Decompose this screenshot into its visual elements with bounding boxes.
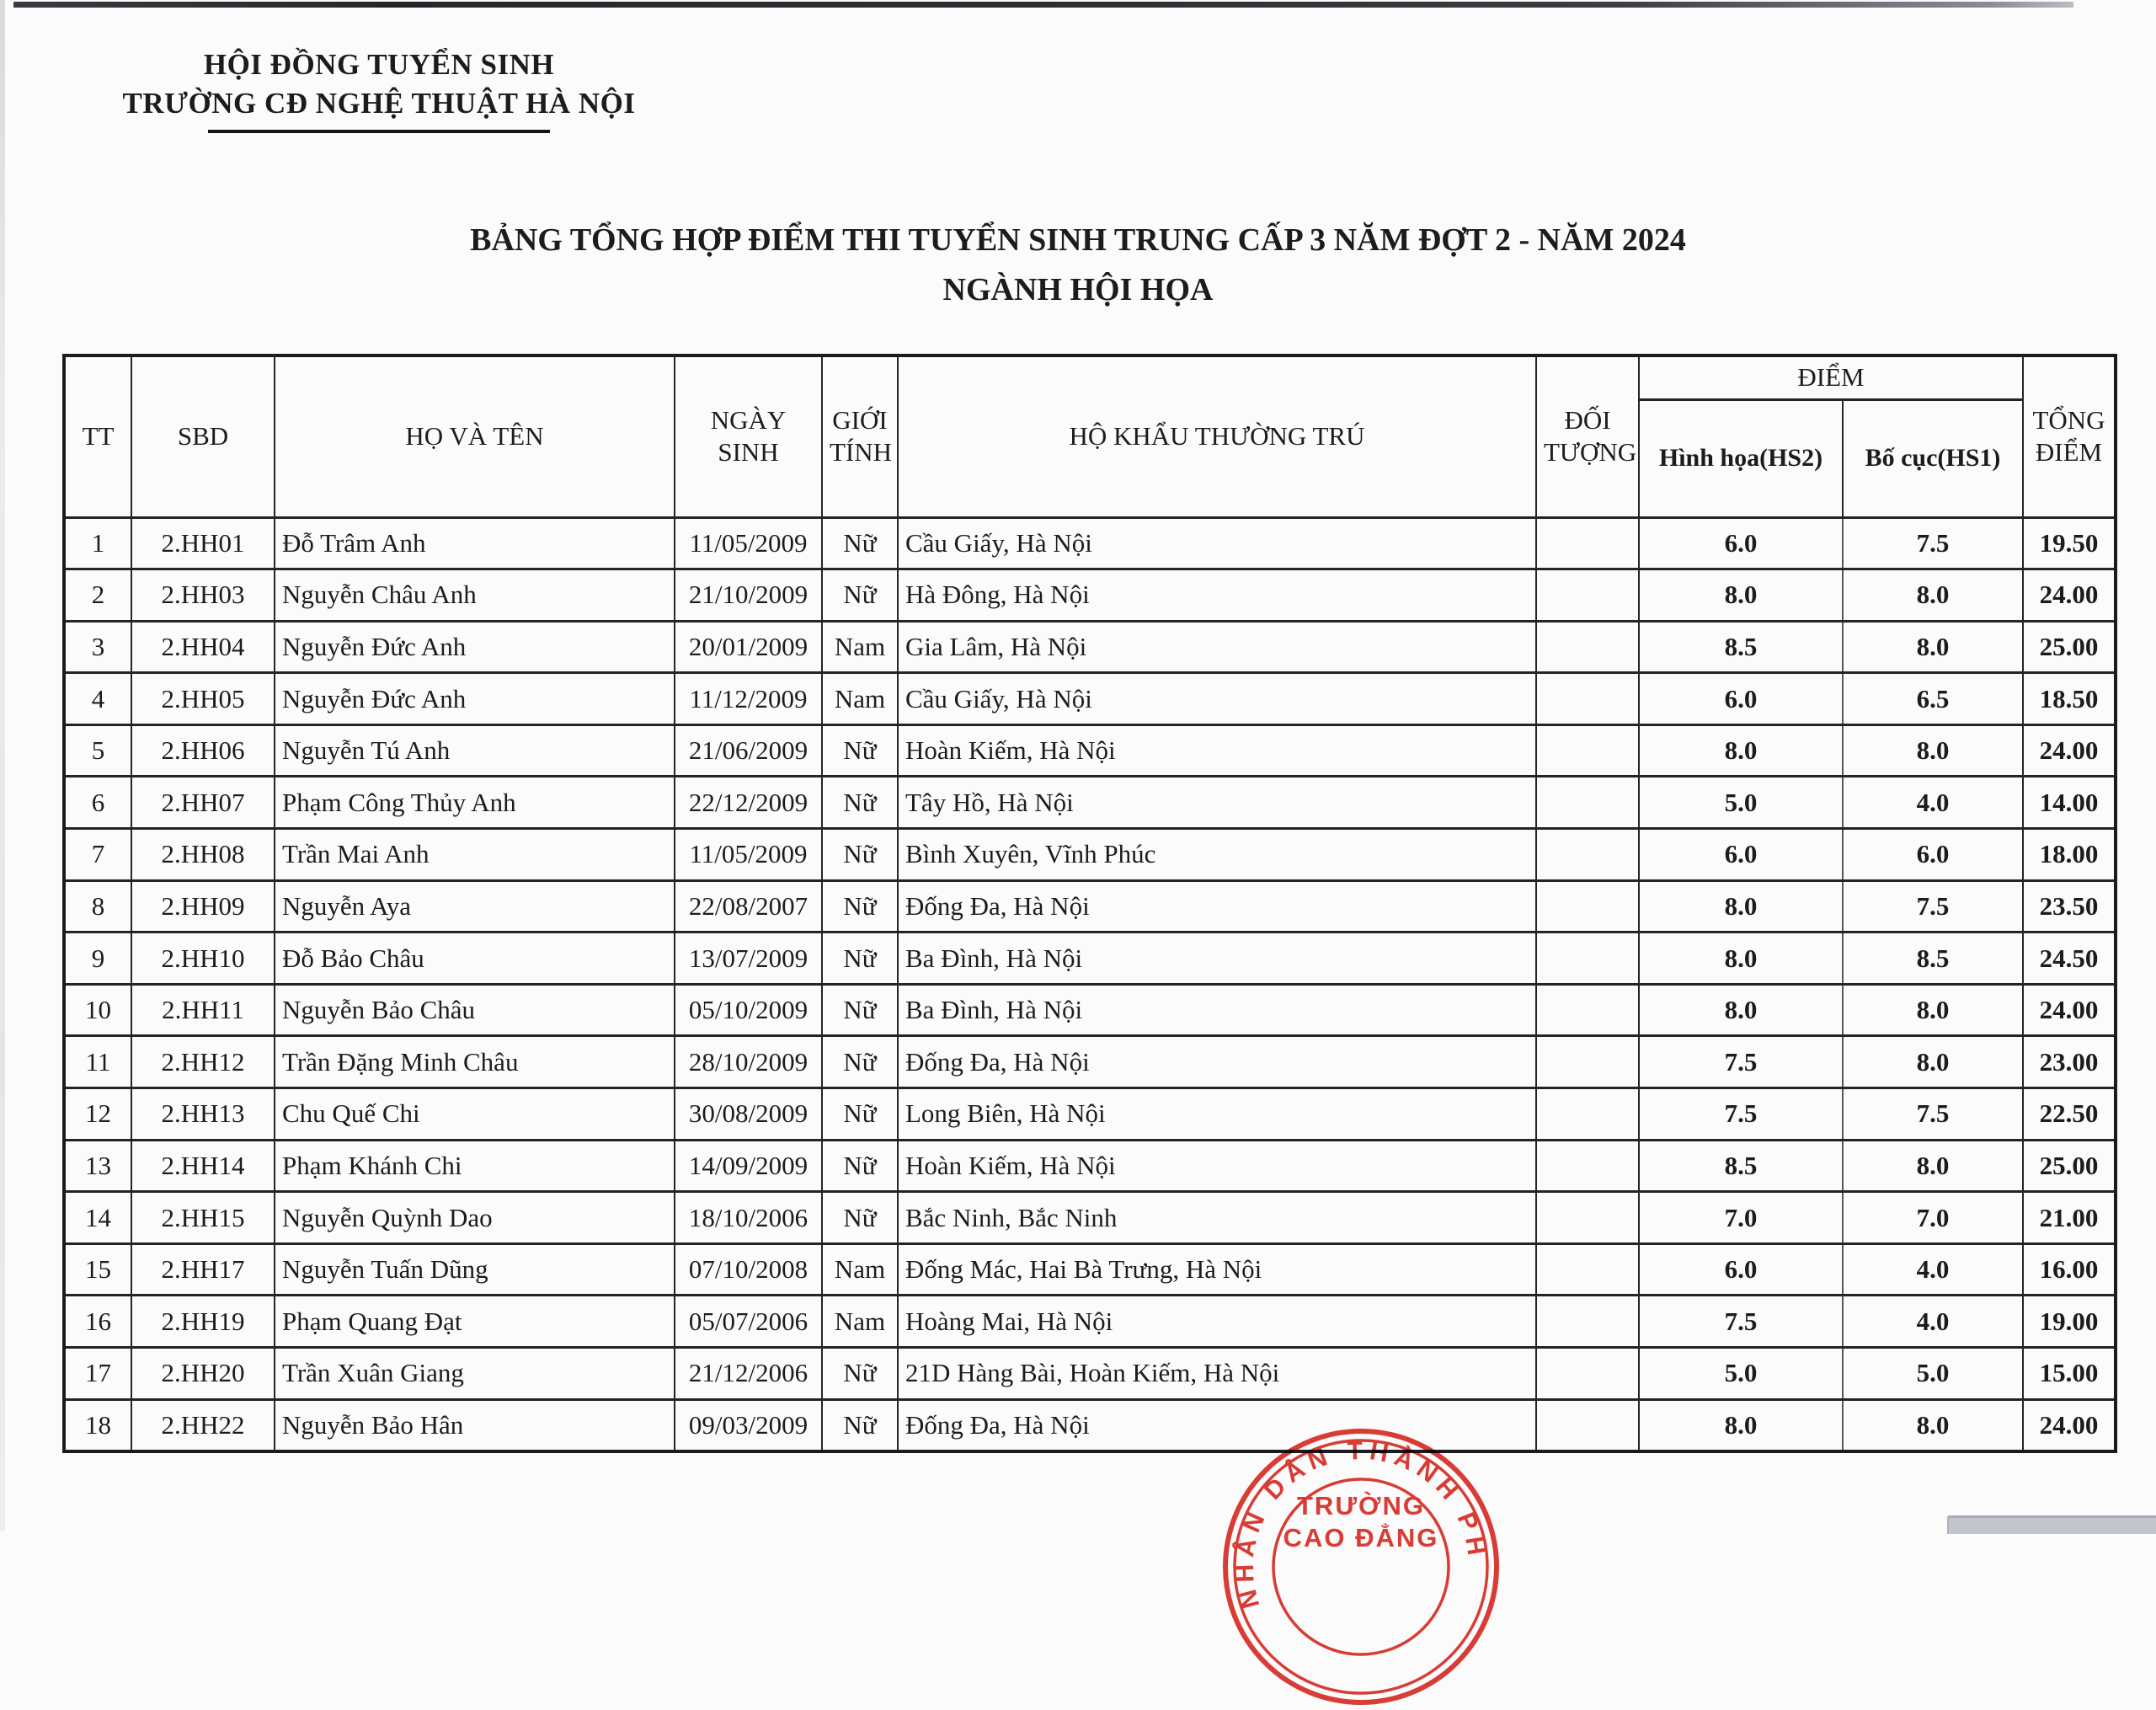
cell-score-bo-cuc: 7.5 — [1843, 517, 2023, 569]
cell-doi-tuong — [1536, 673, 1639, 725]
cell-dob: 09/03/2009 — [675, 1399, 822, 1451]
cell-score-hinh-hoa: 6.0 — [1639, 829, 1843, 881]
cell-dob: 20/01/2009 — [675, 621, 822, 673]
cell-score-hinh-hoa: 8.5 — [1639, 1140, 1843, 1192]
cell-doi-tuong — [1536, 569, 1639, 622]
cell-dob: 22/12/2009 — [675, 777, 822, 829]
cell-gender: Nữ — [822, 932, 898, 985]
cell-total-score: 25.00 — [2023, 1140, 2116, 1192]
cell-total-score: 19.00 — [2023, 1296, 2116, 1348]
table-header — [64, 355, 2116, 517]
cell-tt: 9 — [64, 932, 131, 985]
cell-name: Trần Xuân Giang — [275, 1348, 675, 1400]
org-header — [0, 45, 758, 133]
scores-table — [62, 354, 2117, 1453]
cell-score-hinh-hoa: 7.0 — [1639, 1192, 1843, 1244]
cell-score-bo-cuc: 5.0 — [1843, 1348, 2023, 1400]
cell-score-hinh-hoa: 5.0 — [1639, 1348, 1843, 1400]
table-row — [64, 1296, 2116, 1348]
cell-doi-tuong — [1536, 1399, 1639, 1451]
table-row — [64, 517, 2116, 569]
stamp-center-line2: CAO ĐẲNG — [1283, 1523, 1439, 1552]
cell-score-hinh-hoa: 6.0 — [1639, 673, 1843, 725]
cell-doi-tuong — [1536, 621, 1639, 673]
cell-address: Cầu Giấy, Hà Nội — [898, 673, 1536, 725]
table-row — [64, 1243, 2116, 1296]
table-row — [64, 1088, 2116, 1141]
cell-doi-tuong — [1536, 724, 1639, 777]
cell-gender: Nữ — [822, 1036, 898, 1088]
cell-name: Trần Đặng Minh Châu — [275, 1036, 675, 1088]
cell-gender: Nam — [822, 1243, 898, 1296]
cell-tt: 6 — [64, 777, 131, 829]
cell-tt: 5 — [64, 724, 131, 777]
cell-doi-tuong — [1536, 829, 1639, 881]
header-cell-address: HỘ KHẨU THƯỜNG TRÚ — [898, 355, 1536, 517]
cell-address: Ba Đình, Hà Nội — [898, 984, 1536, 1036]
table-row — [64, 829, 2116, 881]
cell-tt: 15 — [64, 1243, 131, 1296]
cell-gender: Nữ — [822, 724, 898, 777]
cell-score-bo-cuc: 7.0 — [1843, 1192, 2023, 1244]
cell-address: Hoàn Kiếm, Hà Nội — [898, 724, 1536, 777]
cell-total-score: 23.00 — [2023, 1036, 2116, 1088]
cell-tt: 3 — [64, 621, 131, 673]
cell-dob: 21/10/2009 — [675, 569, 822, 622]
cell-address: Cầu Giấy, Hà Nội — [898, 517, 1536, 569]
header-cell-hinh-hoa: Hình họa(HS2) — [1639, 399, 1843, 517]
cell-score-bo-cuc: 8.0 — [1843, 1399, 2023, 1451]
title-line1: BẢNG TỔNG HỢP ĐIỂM THI TUYỂN SINH TRUNG CẤP 3 NĂM ĐỢT 2 - NĂM 2024 — [470, 222, 1686, 258]
cell-sbd: 2.HH22 — [131, 1399, 275, 1451]
cell-tt: 2 — [64, 569, 131, 622]
stamp-center-line1: TRƯỜNG — [1297, 1491, 1425, 1520]
cell-name: Nguyễn Tú Anh — [275, 724, 675, 777]
cell-name: Đỗ Trâm Anh — [275, 517, 675, 569]
cell-sbd: 2.HH17 — [131, 1243, 275, 1296]
cell-tt: 12 — [64, 1088, 131, 1141]
cell-sbd: 2.HH13 — [131, 1088, 275, 1141]
cell-address: Đống Mác, Hai Bà Trưng, Hà Nội — [898, 1243, 1536, 1296]
org-name-line2: TRƯỜNG CĐ NGHỆ THUẬT HÀ NỘI — [122, 87, 636, 120]
header-cell-gender: GIỚI TÍNH — [822, 355, 898, 517]
cell-score-hinh-hoa: 8.0 — [1639, 569, 1843, 622]
cell-score-bo-cuc: 7.5 — [1843, 880, 2023, 932]
cell-sbd: 2.HH12 — [131, 1036, 275, 1088]
cell-gender: Nam — [822, 1296, 898, 1348]
document-title — [0, 216, 2156, 315]
cell-tt: 17 — [64, 1348, 131, 1400]
cell-address: Đống Đa, Hà Nội — [898, 1036, 1536, 1088]
cell-total-score: 21.00 — [2023, 1192, 2116, 1244]
cell-score-bo-cuc: 4.0 — [1843, 1296, 2023, 1348]
cell-score-hinh-hoa: 8.5 — [1639, 621, 1843, 673]
cell-sbd: 2.HH04 — [131, 621, 275, 673]
cell-dob: 21/12/2006 — [675, 1348, 822, 1400]
cell-gender: Nữ — [822, 984, 898, 1036]
cell-gender: Nam — [822, 673, 898, 725]
cell-total-score: 14.00 — [2023, 777, 2116, 829]
cell-dob: 13/07/2009 — [675, 932, 822, 985]
table-row — [64, 1399, 2116, 1451]
cell-score-hinh-hoa: 5.0 — [1639, 777, 1843, 829]
cell-score-bo-cuc: 4.0 — [1843, 777, 2023, 829]
cell-gender: Nữ — [822, 829, 898, 881]
header-cell-bo-cuc: Bố cục(HS1) — [1843, 399, 2023, 517]
cell-dob: 05/10/2009 — [675, 984, 822, 1036]
cell-address: Gia Lâm, Hà Nội — [898, 621, 1536, 673]
cell-gender: Nữ — [822, 777, 898, 829]
cell-gender: Nữ — [822, 1399, 898, 1451]
cell-tt: 11 — [64, 1036, 131, 1088]
cell-sbd: 2.HH08 — [131, 829, 275, 881]
cell-gender: Nam — [822, 621, 898, 673]
cell-name: Nguyễn Bảo Hân — [275, 1399, 675, 1451]
cell-score-hinh-hoa: 7.5 — [1639, 1296, 1843, 1348]
cell-score-bo-cuc: 8.0 — [1843, 1036, 2023, 1088]
cell-score-bo-cuc: 6.0 — [1843, 829, 2023, 881]
cell-address: Bắc Ninh, Bắc Ninh — [898, 1192, 1536, 1244]
stamp-arc-text: NHÂN DÂN THÀNH PH — [1230, 1436, 1492, 1611]
cell-name: Phạm Công Thủy Anh — [275, 777, 675, 829]
cell-tt: 16 — [64, 1296, 131, 1348]
cell-score-bo-cuc: 8.0 — [1843, 569, 2023, 622]
cell-dob: 07/10/2008 — [675, 1243, 822, 1296]
cell-tt: 1 — [64, 517, 131, 569]
cell-address: Hoàng Mai, Hà Nội — [898, 1296, 1536, 1348]
header-cell-name: HỌ VÀ TÊN — [275, 355, 675, 517]
official-red-stamp — [1218, 1424, 1504, 1710]
cell-score-hinh-hoa: 8.0 — [1639, 880, 1843, 932]
table-row — [64, 1140, 2116, 1192]
cell-gender: Nữ — [822, 569, 898, 622]
cell-name: Nguyễn Quỳnh Dao — [275, 1192, 675, 1244]
cell-doi-tuong — [1536, 1140, 1639, 1192]
cell-address: Đống Đa, Hà Nội — [898, 880, 1536, 932]
cell-address: Hà Đông, Hà Nội — [898, 569, 1536, 622]
cell-dob: 11/05/2009 — [675, 517, 822, 569]
cell-total-score: 24.00 — [2023, 569, 2116, 622]
cell-dob: 14/09/2009 — [675, 1140, 822, 1192]
cell-score-hinh-hoa: 8.0 — [1639, 724, 1843, 777]
cell-name: Nguyễn Đức Anh — [275, 621, 675, 673]
stamp-outer-ring — [1225, 1431, 1497, 1702]
cell-sbd: 2.HH19 — [131, 1296, 275, 1348]
cell-doi-tuong — [1536, 1243, 1639, 1296]
cell-score-hinh-hoa: 7.5 — [1639, 1036, 1843, 1088]
header-cell-diem: ĐIỂM — [1639, 355, 2023, 399]
cell-dob: 11/12/2009 — [675, 673, 822, 725]
cell-doi-tuong — [1536, 1088, 1639, 1141]
header-cell-tt: TT — [64, 355, 131, 517]
cell-sbd: 2.HH03 — [131, 569, 275, 622]
cell-tt: 14 — [64, 1192, 131, 1244]
cell-dob: 05/07/2006 — [675, 1296, 822, 1348]
cell-gender: Nữ — [822, 880, 898, 932]
cell-address: Long Biên, Hà Nội — [898, 1088, 1536, 1141]
cell-name: Nguyễn Aya — [275, 880, 675, 932]
cell-gender: Nữ — [822, 1192, 898, 1244]
org-name-line1: HỘI ĐỒNG TUYỂN SINH — [203, 48, 555, 81]
cell-sbd: 2.HH06 — [131, 724, 275, 777]
table-row — [64, 673, 2116, 725]
cell-total-score: 24.00 — [2023, 1399, 2116, 1451]
table-row — [64, 1192, 2116, 1244]
header-cell-doi-tuong: ĐỐI TƯỢNG — [1536, 355, 1639, 517]
cell-doi-tuong — [1536, 880, 1639, 932]
cell-dob: 28/10/2009 — [675, 1036, 822, 1088]
cell-total-score: 16.00 — [2023, 1243, 2116, 1296]
header-cell-sbd: SBD — [131, 355, 275, 517]
cell-sbd: 2.HH20 — [131, 1348, 275, 1400]
title-line2: NGÀNH HỘI HỌA — [942, 271, 1214, 307]
cell-dob: 22/08/2007 — [675, 880, 822, 932]
cell-score-hinh-hoa: 8.0 — [1639, 1399, 1843, 1451]
cell-name: Trần Mai Anh — [275, 829, 675, 881]
cell-name: Phạm Quang Đạt — [275, 1296, 675, 1348]
cell-tt: 10 — [64, 984, 131, 1036]
cell-sbd: 2.HH10 — [131, 932, 275, 985]
org-header-underline — [208, 130, 550, 133]
cell-dob: 11/05/2009 — [675, 829, 822, 881]
cell-sbd: 2.HH15 — [131, 1192, 275, 1244]
cell-tt: 13 — [64, 1140, 131, 1192]
cell-total-score: 23.50 — [2023, 880, 2116, 932]
cell-total-score: 19.50 — [2023, 517, 2116, 569]
cell-address: Tây Hồ, Hà Nội — [898, 777, 1536, 829]
cell-doi-tuong — [1536, 932, 1639, 985]
cell-address: Ba Đình, Hà Nội — [898, 932, 1536, 985]
cell-doi-tuong — [1536, 1036, 1639, 1088]
cell-gender: Nữ — [822, 1348, 898, 1400]
cell-name: Nguyễn Tuấn Dũng — [275, 1243, 675, 1296]
cell-total-score: 24.00 — [2023, 724, 2116, 777]
cell-dob: 21/06/2009 — [675, 724, 822, 777]
cell-doi-tuong — [1536, 984, 1639, 1036]
cell-doi-tuong — [1536, 777, 1639, 829]
cell-address: 21D Hàng Bài, Hoàn Kiếm, Hà Nội — [898, 1348, 1536, 1400]
cell-score-hinh-hoa: 7.5 — [1639, 1088, 1843, 1141]
cell-total-score: 18.50 — [2023, 673, 2116, 725]
cell-doi-tuong — [1536, 517, 1639, 569]
cell-tt: 7 — [64, 829, 131, 881]
cell-total-score: 18.00 — [2023, 829, 2116, 881]
table-row — [64, 880, 2116, 932]
header-cell-dob: NGÀY SINH — [675, 355, 822, 517]
cell-address: Bình Xuyên, Vĩnh Phúc — [898, 829, 1536, 881]
table-row — [64, 1348, 2116, 1400]
cell-name: Nguyễn Châu Anh — [275, 569, 675, 622]
cell-sbd: 2.HH09 — [131, 880, 275, 932]
cell-gender: Nữ — [822, 1088, 898, 1141]
scan-artifact-top-edge — [13, 2, 2073, 8]
cell-total-score: 24.00 — [2023, 984, 2116, 1036]
cell-score-bo-cuc: 4.0 — [1843, 1243, 2023, 1296]
cell-score-hinh-hoa: 6.0 — [1639, 517, 1843, 569]
cell-score-bo-cuc: 8.0 — [1843, 1140, 2023, 1192]
cell-score-hinh-hoa: 6.0 — [1639, 1243, 1843, 1296]
cell-score-bo-cuc: 7.5 — [1843, 1088, 2023, 1141]
cell-score-bo-cuc: 8.0 — [1843, 984, 2023, 1036]
cell-gender: Nữ — [822, 517, 898, 569]
cell-doi-tuong — [1536, 1192, 1639, 1244]
cell-total-score: 25.00 — [2023, 621, 2116, 673]
cell-doi-tuong — [1536, 1348, 1639, 1400]
cell-score-bo-cuc: 8.0 — [1843, 621, 2023, 673]
cell-tt: 4 — [64, 673, 131, 725]
cell-sbd: 2.HH14 — [131, 1140, 275, 1192]
cell-tt: 8 — [64, 880, 131, 932]
table-row — [64, 1036, 2116, 1088]
cell-score-bo-cuc: 6.5 — [1843, 673, 2023, 725]
cell-name: Phạm Khánh Chi — [275, 1140, 675, 1192]
cell-sbd: 2.HH01 — [131, 517, 275, 569]
cell-name: Chu Quế Chi — [275, 1088, 675, 1141]
cell-sbd: 2.HH05 — [131, 673, 275, 725]
cell-dob: 18/10/2006 — [675, 1192, 822, 1244]
cell-sbd: 2.HH11 — [131, 984, 275, 1036]
table-row — [64, 621, 2116, 673]
table-row — [64, 569, 2116, 622]
table-row — [64, 984, 2116, 1036]
cell-gender: Nữ — [822, 1140, 898, 1192]
cell-dob: 30/08/2009 — [675, 1088, 822, 1141]
table-body — [64, 517, 2116, 1451]
cell-sbd: 2.HH07 — [131, 777, 275, 829]
table-row — [64, 932, 2116, 985]
cell-address: Hoàn Kiếm, Hà Nội — [898, 1140, 1536, 1192]
cell-tt: 18 — [64, 1399, 131, 1451]
cell-total-score: 24.50 — [2023, 932, 2116, 985]
cell-score-hinh-hoa: 8.0 — [1639, 932, 1843, 985]
cell-address: Đống Đa, Hà Nội — [898, 1399, 1536, 1451]
cell-score-bo-cuc: 8.5 — [1843, 932, 2023, 985]
cell-name: Nguyễn Bảo Châu — [275, 984, 675, 1036]
table-row — [64, 777, 2116, 829]
cell-name: Nguyễn Đức Anh — [275, 673, 675, 725]
cell-doi-tuong — [1536, 1296, 1639, 1348]
cell-score-hinh-hoa: 8.0 — [1639, 984, 1843, 1036]
header-cell-total: TỔNG ĐIỂM — [2023, 355, 2116, 517]
cell-score-bo-cuc: 8.0 — [1843, 724, 2023, 777]
cell-name: Đỗ Bảo Châu — [275, 932, 675, 985]
cell-total-score: 15.00 — [2023, 1348, 2116, 1400]
cell-total-score: 22.50 — [2023, 1088, 2116, 1141]
table-row — [64, 724, 2116, 777]
